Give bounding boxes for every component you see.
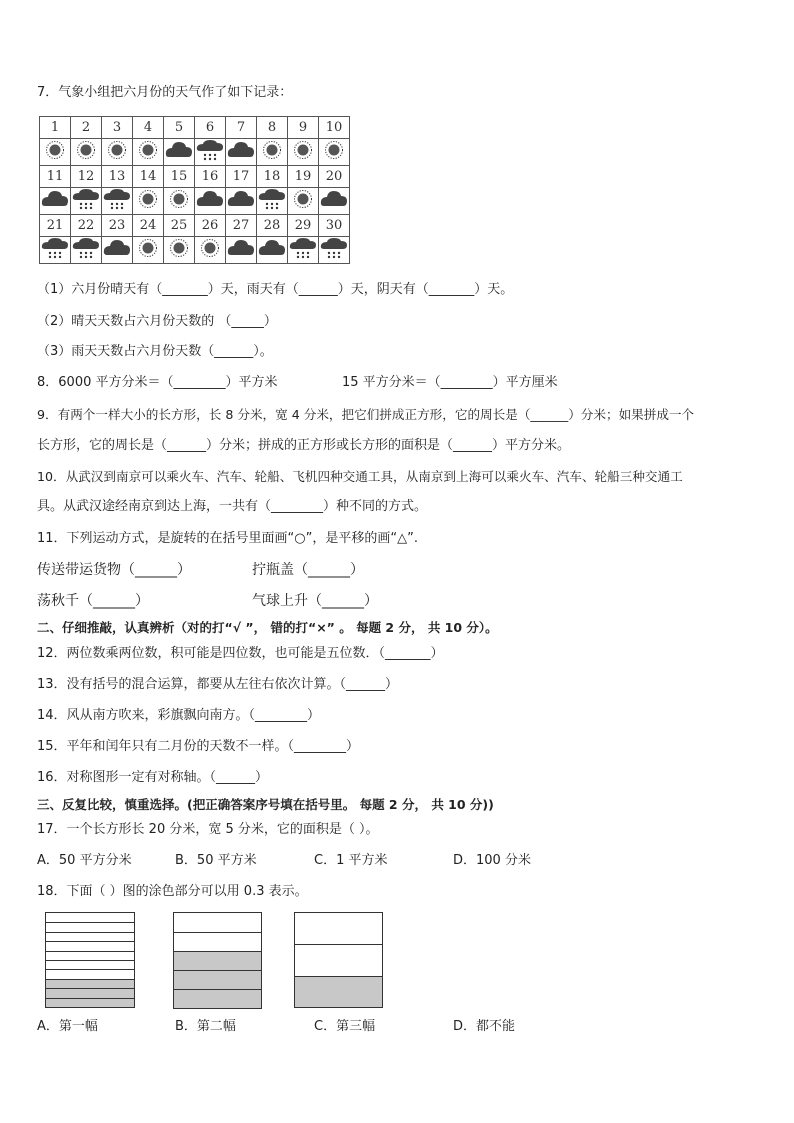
day-number: 7 [226,117,257,139]
rain-icon [289,248,317,263]
weather-icon-row [40,237,350,264]
day-number: 15 [164,166,195,188]
section-2-heading: 二、仔细推敲，认真辨析（对的打“√ ”， 错的打“×” 。 每题 2 分， 共 10 分）。 [37,620,498,635]
q7-sub1: （1）六月份晴天有（_______）天，雨天有（______）天，阴天有（_______）天。 [37,282,514,297]
weather-cell [226,188,257,215]
q11-option-a: 传送带运货物（______） [37,562,191,578]
figure-band [295,913,382,944]
day-number: 16 [195,166,226,188]
weather-cell [257,237,288,264]
day-number: 20 [319,166,350,188]
rain-icon [72,248,100,263]
sun-icon [106,149,128,164]
day-number: 9 [288,117,319,139]
sun-icon [292,149,314,164]
q16: 16．对称图形一定有对称轴。（______） [37,770,269,785]
figure-band [174,951,261,970]
day-number: 23 [102,215,133,237]
weather-cell [257,188,288,215]
weather-cell [102,188,133,215]
weather-cell [257,139,288,166]
weather-cell [164,237,195,264]
q18-title: 18．下面（ ）图的涂色部分可以用 0.3 表示。 [37,884,308,899]
sun-icon [137,149,159,164]
cloud-icon [227,247,255,262]
figure-band [46,979,134,988]
q7-title: 7．气象小组把六月份的天气作了如下记录： [37,85,293,100]
q8-b: 15 平方分米＝（________）平方厘米 [342,375,558,390]
q15: 15．平年和闰年只有二月份的天数不一样。（________） [37,739,360,754]
day-number: 10 [319,117,350,139]
cloud-icon [41,198,69,213]
day-number: 6 [195,117,226,139]
q11-option-d: 气球上升（______） [252,593,378,609]
figure-band [46,941,134,950]
day-number: 14 [133,166,164,188]
day-number: 27 [226,215,257,237]
cloud-icon [227,149,255,164]
rain-icon [320,248,348,263]
weather-cell [133,237,164,264]
weather-cell [40,188,71,215]
weather-cell [195,188,226,215]
day-number: 17 [226,166,257,188]
figure-band [46,922,134,931]
weather-icon-row [40,188,350,215]
weather-cell [226,139,257,166]
q17-option-d: D．100 分米 [453,853,531,868]
cloud-icon [320,198,348,213]
cloud-icon [165,149,193,164]
weather-cell [71,188,102,215]
weather-table [39,116,350,264]
q9-line2: 长方形，它的周长是（______）分米；拼成的正方形或长方形的面积是（______）平方分米。 [37,438,571,453]
figure-band [174,913,261,932]
weather-cell [195,139,226,166]
q14: 14．风从南方吹来，彩旗飘向南方。（________） [37,708,321,723]
q8-a: 8．6000 平方分米＝（________）平方米 [37,375,278,390]
figure-band [295,944,382,975]
sun-icon [75,149,97,164]
figure-band [46,951,134,960]
q11-title: 11．下列运动方式，是旋转的在括号里面画“○”，是平移的画“△”. [37,531,418,546]
weather-cell [40,237,71,264]
day-number: 13 [102,166,133,188]
q18-option-b: B．第二幅 [175,1019,236,1034]
q18-option-c: C．第三幅 [314,1019,376,1034]
sun-icon [292,198,314,213]
weather-cell [288,237,319,264]
cloud-icon [196,198,224,213]
weather-day-row [40,117,350,139]
day-number: 8 [257,117,288,139]
weather-day-row [40,215,350,237]
q17-option-b: B．50 平方米 [175,853,257,868]
q10-line2: 具。从武汉途经南京到达上海，一共有（________）种不同的方式。 [37,499,428,514]
weather-icon-row [40,139,350,166]
day-number: 4 [133,117,164,139]
weather-day-row [40,166,350,188]
figure-band [46,988,134,997]
q13: 13．没有括号的混合运算，都要从左往右依次计算。（______） [37,677,399,692]
day-number: 3 [102,117,133,139]
cloud-icon [258,247,286,262]
sun-icon [137,198,159,213]
cloud-icon [103,247,131,262]
weather-cell [71,139,102,166]
weather-cell [288,188,319,215]
figure-band [46,969,134,978]
rain-icon [41,248,69,263]
weather-cell [164,139,195,166]
q18-figure-1 [45,912,135,1008]
q7-sub2: （2）晴天天数占六月份天数的 （_____） [37,314,277,329]
day-number: 18 [257,166,288,188]
day-number: 5 [164,117,195,139]
sun-icon [199,247,221,262]
q17-option-a: A．50 平方分米 [37,853,132,868]
rain-icon [103,199,131,214]
day-number: 19 [288,166,319,188]
q7-sub3: （3）雨天天数占六月份天数（______）。 [37,344,273,359]
sun-icon [168,198,190,213]
figure-band [174,989,261,1008]
weather-cell [102,139,133,166]
section-3-heading: 三、反复比较，慎重选择。(把正确答案序号填在括号里。 每题 2 分， 共 10 分)) [37,797,494,812]
weather-cell [319,237,350,264]
weather-cell [195,237,226,264]
figure-band [46,960,134,969]
day-number: 1 [40,117,71,139]
weather-cell [133,188,164,215]
figure-band [295,976,382,1007]
figure-band [46,932,134,941]
sun-icon [168,247,190,262]
weather-cell [319,139,350,166]
q11-option-c: 荡秋千（______） [37,593,149,609]
figure-band [46,998,134,1007]
q11-option-b: 拧瓶盖（______） [252,562,364,578]
q17-option-c: C．1 平方米 [314,853,388,868]
day-number: 26 [195,215,226,237]
weather-cell [102,237,133,264]
day-number: 24 [133,215,164,237]
day-number: 11 [40,166,71,188]
day-number: 2 [71,117,102,139]
day-number: 29 [288,215,319,237]
day-number: 25 [164,215,195,237]
weather-cell [226,237,257,264]
rain-icon [196,150,224,165]
day-number: 12 [71,166,102,188]
cloud-icon [227,198,255,213]
weather-cell [71,237,102,264]
q18-option-d: D．都不能 [453,1019,516,1034]
q9-line1: 9．有两个一样大小的长方形，长 8 分米，宽 4 分米，把它们拼成正方形，它的周长是（______）分米；如果拼成一个 [37,407,695,422]
day-number: 30 [319,215,350,237]
weather-cell [288,139,319,166]
q18-figure-2 [173,912,262,1009]
day-number: 21 [40,215,71,237]
weather-cell [319,188,350,215]
figure-band [174,970,261,989]
q18-figure-3 [294,912,383,1008]
sun-icon [261,149,283,164]
weather-cell [164,188,195,215]
figure-band [46,913,134,922]
day-number: 22 [71,215,102,237]
sun-icon [323,149,345,164]
q12: 12．两位数乘两位数，积可能是四位数，也可能是五位数．（_______） [37,646,444,661]
weather-cell [133,139,164,166]
weather-cell [40,139,71,166]
q18-option-a: A．第一幅 [37,1019,98,1034]
figure-band [174,932,261,951]
q17-title: 17．一个长方形长 20 分米，宽 5 分米，它的面积是（ ）。 [37,822,379,837]
rain-icon [258,199,286,214]
day-number: 28 [257,215,288,237]
sun-icon [137,247,159,262]
rain-icon [72,199,100,214]
sun-icon [44,149,66,164]
q10-line1: 10．从武汉到南京可以乘火车、汽车、轮船、飞机四种交通工具，从南京到上海可以乘火车、汽车、轮船三种交通工 [37,469,683,484]
